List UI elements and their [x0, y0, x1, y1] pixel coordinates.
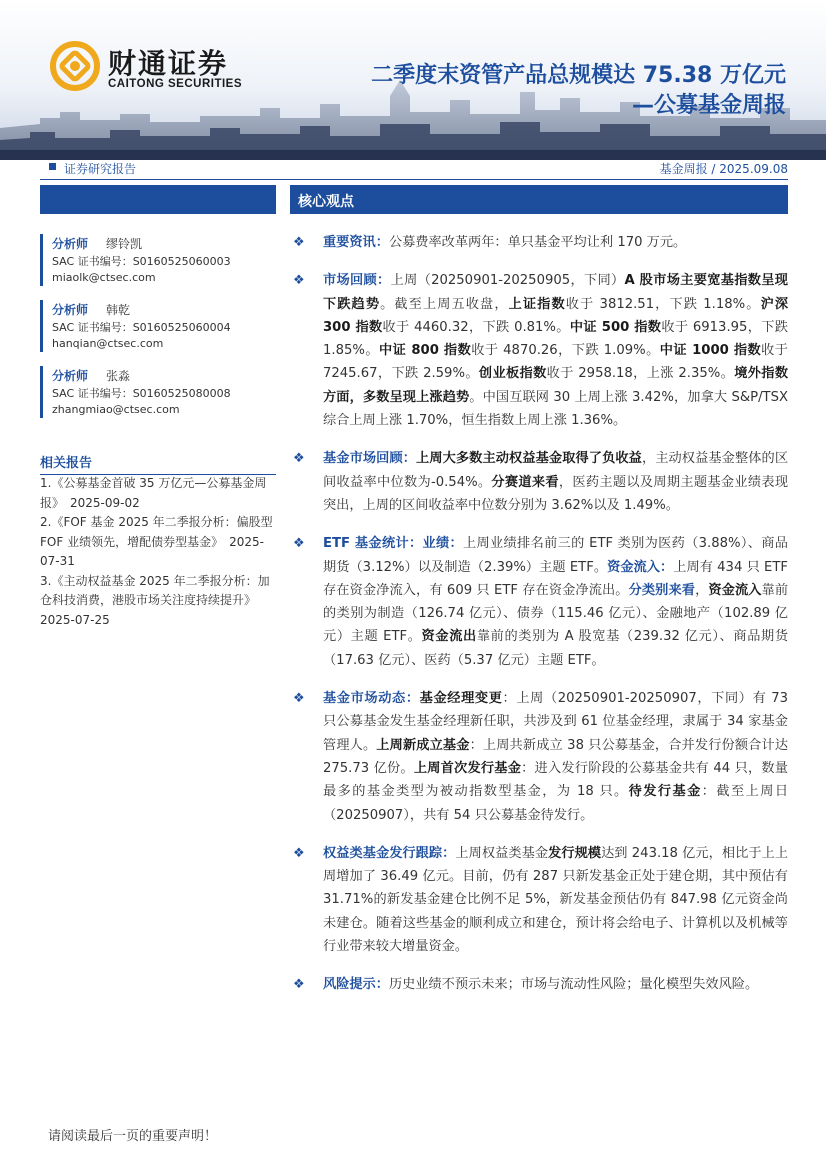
bullet-emphasis: 上证指数	[508, 296, 566, 312]
report-date: 基金周报 / 2025.09.08	[659, 162, 788, 176]
bullet-text: ：进入发行阶段的公募基金共有 44 只，数量最多的基金类型为被动指数型基金，为 18 只。	[323, 760, 788, 800]
bullet-text: ，	[695, 582, 709, 598]
diamond-bullet-icon: ❖	[293, 845, 305, 861]
footer-disclaimer: 请阅读最后一页的重要声明！	[48, 1129, 218, 1144]
bullet-text: 上周业绩排名前三的 ETF 类别为医药（3.88%）、商品期货（3.12%）以及制造（2.39%）主题 ETF。	[323, 536, 788, 575]
bullet-text: 收于 3812.51，下跌 1.18%。	[565, 296, 761, 312]
diamond-bullet-icon: ❖	[293, 691, 305, 707]
logo-chinese-name: 财通证券	[108, 47, 229, 80]
diamond-bullet-icon: ❖	[293, 273, 305, 289]
analyst-name: 缪铃凯	[106, 237, 143, 251]
bullet-emphasis: 上周大多数主动权益基金取得了负收益	[416, 451, 642, 467]
diamond-bullet-icon: ❖	[293, 235, 305, 250]
diamond-bullet-icon: ❖	[293, 977, 305, 993]
analyst-role: 分析师	[52, 237, 89, 251]
bullet-keyword: 资金流入：	[607, 559, 674, 575]
bullet-text: 。中国互联网 30 上周上涨 3.42%，加拿大 S&P/TSX 综合上周上涨 1.70%，恒生指数上周上涨 1.36%。	[323, 389, 789, 429]
company-logo	[50, 38, 250, 98]
bullet-text: 收于 6913.95，下跌 1.85%。	[323, 319, 788, 359]
related-reports-list	[40, 474, 280, 630]
report-title: 二季度末资管产品总规模达 75.38 万亿元	[371, 63, 786, 88]
analyst-sac: SAC 证书编号：S0160525080008	[52, 387, 231, 400]
bullet-keyword: 分类别来看	[628, 582, 696, 598]
bullet-text: 历史业绩不预示未来；市场与流动性风险；量化模型失效风险。	[388, 977, 759, 993]
core-views-title: 核心观点	[298, 194, 354, 210]
core-view-bullet	[293, 842, 788, 958]
bullet-emphasis: 沪深 300 指数	[323, 296, 789, 335]
bullet-text: 。截至上周五收盘，	[380, 296, 509, 312]
bullet-text: 公募费率改革两年：单只基金平均让利 170 万元。	[388, 235, 687, 250]
analyst-card	[40, 234, 276, 286]
bullet-keyword: 基金市场动态：	[323, 691, 420, 707]
diamond-bullet-icon: ❖	[293, 536, 305, 552]
bullet-emphasis: 分赛道来看	[491, 474, 559, 490]
bullet-emphasis: 上周新成立基金	[376, 737, 470, 753]
core-views-list	[293, 231, 788, 1012]
analyst-card	[40, 366, 276, 418]
bullet-text: ，医药主题以及周期主题基金业绩表现突出，上周的区间收益率中位数分别为 3.62%以及 1.49%。	[323, 474, 789, 513]
related-report-item[interactable]: 1.《公募基金首破 35 万亿元—公募基金周报》 2025-09-02	[40, 476, 267, 510]
bullet-text: 上周权益类基金	[455, 845, 549, 861]
bullet-keyword: 基金市场回顾：	[323, 451, 417, 467]
bullet-text: 收于 4870.26，下跌 1.09%。	[471, 343, 660, 359]
logo-english-name: CAITONG SECURITIES	[108, 78, 243, 90]
bullet-emphasis: 上周首次发行基金	[413, 760, 522, 776]
bullet-emphasis: 中证 1000 指数	[659, 343, 762, 359]
bullet-emphasis: 创业板指数	[478, 366, 547, 382]
analyst-card	[40, 300, 276, 352]
bullet-keyword: 业绩：	[422, 536, 464, 552]
report-subtitle: —公募基金周报	[631, 93, 786, 118]
bullet-text: ：上周（20250901-20250907，下同）有 73 只公募基金发生基金经理新任职，共涉及到 61 位基金经理，隶属于 34 家基金管理人。	[323, 691, 789, 753]
bullet-emphasis: 中证 800 指数	[379, 343, 472, 359]
bullet-text: 达到 243.18 亿元，相比于上上周增加了 36.49 亿元。目前，仍有 287 只新发基金正处于建仓期，其中预估有 31.71%的新发基金建仓比例不足 5%，新发基金预估仍有 847.98 亿元资金尚未建仓。随着这些基金的顺利成立和建仓，预计将会给电子、计算机以及机械等行业带来较大增量资金。	[323, 845, 789, 955]
report-info-bar	[40, 157, 788, 180]
analyst-role: 分析师	[52, 369, 89, 383]
analyst-role: 分析师	[52, 303, 89, 317]
diamond-bullet-icon: ❖	[293, 451, 305, 467]
related-report-item[interactable]: 3.《主动权益基金 2025 年二季报分析：加仓科技消费，港股市场关注度持续提升》 2025-07-25	[40, 573, 270, 627]
related-reports-title: 相关报告	[40, 452, 276, 475]
bullet-text: 收于 4460.32，下跌 0.81%。	[382, 319, 570, 335]
bullet-emphasis: 资金流出	[421, 629, 477, 645]
analyst-name: 韩乾	[106, 303, 131, 317]
core-view-bullet	[293, 447, 788, 517]
analyst-sac: SAC 证书编号：S0160525060004	[52, 321, 231, 334]
core-view-bullet	[293, 269, 788, 432]
bullet-emphasis: 资金流入	[708, 582, 762, 598]
bullet-text: ：截至上周日（20250907），共有 54 只公募基金待发行。	[323, 784, 789, 823]
analyst-email[interactable]: miaolk@ctsec.com	[52, 271, 156, 284]
square-bullet-icon	[49, 163, 56, 170]
analyst-email[interactable]: hanqian@ctsec.com	[52, 337, 164, 350]
analyst-name: 张淼	[106, 369, 131, 383]
core-view-bullet	[293, 687, 788, 827]
left-column-header-bar	[40, 185, 276, 214]
bullet-text: 上周（20250901-20250905，下同）	[390, 273, 625, 289]
bullet-text: 收于 7245.67，下跌 2.59%。	[323, 343, 788, 382]
analyst-sac: SAC 证书编号：S0160525060003	[52, 255, 231, 268]
report-type: 证券研究报告	[64, 162, 137, 176]
bullet-keyword: 风险提示：	[323, 977, 389, 993]
bullet-emphasis: 基金经理变更	[419, 691, 503, 707]
bullet-keyword: 市场回顾：	[323, 273, 391, 289]
bullet-keyword: ETF 基金统计：	[323, 536, 423, 552]
bullet-text: ，主动权益基金整体的区间收益率中位数为-0.54%。	[323, 451, 789, 490]
core-views-header	[290, 185, 788, 214]
bullet-emphasis: 境外指数方面，多数呈现上涨趋势	[323, 366, 789, 405]
bullet-text: 收于 2958.18，上涨 2.35%。	[546, 366, 735, 382]
bullet-emphasis: 待发行基金	[628, 784, 702, 800]
bullet-text: ：上周共新成立 38 只公募基金，合并发行份额合计达 275.73 亿份。	[323, 737, 789, 776]
coin-logo-icon	[50, 38, 100, 94]
core-view-bullet	[293, 532, 788, 672]
bullet-text: 靠前的类别为制造（126.74 亿元）、债券（115.46 亿元）、金融地产（102.89 亿元）主题 ETF。	[323, 582, 789, 645]
bullet-keyword: 权益类基金发行跟踪：	[323, 845, 456, 861]
bullet-text: 靠前的类别为 A 股宽基（239.32 亿元）、商品期货（17.63 亿元）、医药（5.37 亿元）主题 ETF。	[323, 629, 789, 668]
core-view-bullet	[293, 973, 788, 996]
related-report-item[interactable]: 2.《FOF 基金 2025 年二季报分析：偏股型 FOF 业绩领先，增配债券型基金》 2025-07-31	[40, 515, 273, 568]
bullet-emphasis: 发行规模	[548, 845, 602, 861]
bullet-emphasis: 中证 500 指数	[569, 319, 662, 335]
report-header	[0, 0, 826, 160]
analyst-email[interactable]: zhangmiao@ctsec.com	[52, 403, 180, 416]
bullet-emphasis: A 股市场主要宽基指数呈现下跌趋势	[323, 273, 788, 312]
bullet-keyword: 重要资讯：	[323, 235, 389, 250]
core-view-bullet	[293, 231, 788, 254]
bullet-text: 上周有 434 只 ETF 存在资金净流入，有 609 只 ETF 存在资金净流出。	[323, 559, 789, 598]
